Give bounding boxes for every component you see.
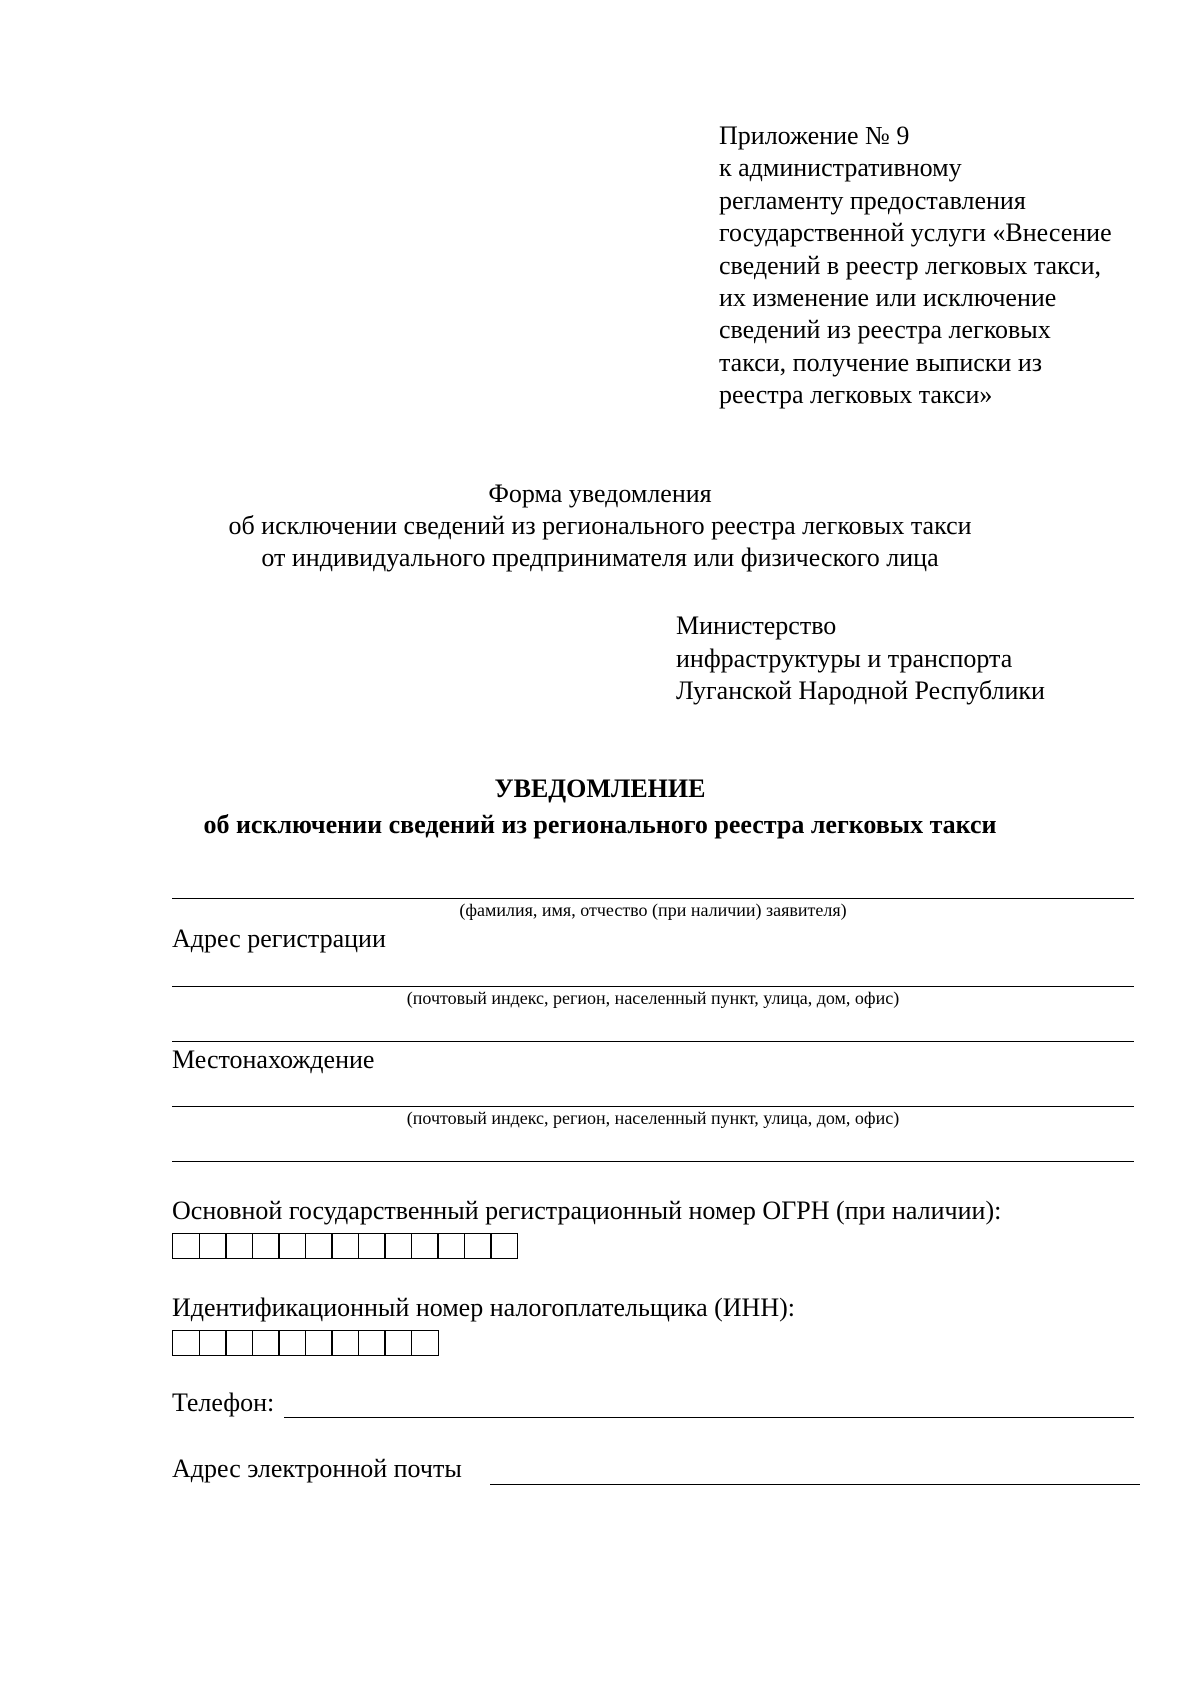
ogrn-digit-box[interactable] bbox=[358, 1233, 386, 1259]
applicant-name-line[interactable] bbox=[172, 898, 1134, 899]
annex-line: к административному bbox=[719, 153, 962, 183]
location-extra-line[interactable] bbox=[172, 1161, 1134, 1162]
ogrn-digit-box[interactable] bbox=[464, 1233, 492, 1259]
inn-digit-box[interactable] bbox=[278, 1330, 306, 1356]
notice-title: УВЕДОМЛЕНИЕ bbox=[494, 774, 706, 803]
ogrn-label: Основной государственный регистрационный номер ОГРН (при наличии): bbox=[172, 1196, 1002, 1225]
form-title-line: от индивидуального предпринимателя или физического лица bbox=[261, 543, 939, 572]
phone-label: Телефон: bbox=[172, 1388, 275, 1417]
ogrn-digit-box[interactable] bbox=[252, 1233, 280, 1259]
reg-address-caption: (почтовый индекс, регион, населенный пункт, улица, дом, офис) bbox=[406, 988, 900, 1008]
form-title-line: Форма уведомления bbox=[488, 479, 712, 508]
inn-digit-box[interactable] bbox=[172, 1330, 200, 1356]
ministry-line: инфраструктуры и транспорта bbox=[676, 643, 1013, 673]
inn-digit-box[interactable] bbox=[305, 1330, 333, 1356]
ogrn-digit-box[interactable] bbox=[305, 1233, 333, 1259]
annex-line: регламенту предоставления bbox=[719, 185, 1026, 215]
location-line[interactable] bbox=[172, 1106, 1134, 1107]
ogrn-digit-box[interactable] bbox=[331, 1233, 359, 1259]
addressee-ministry bbox=[676, 610, 1045, 708]
location-label: Местонахождение bbox=[172, 1045, 375, 1074]
form-title-line: об исключении сведений из регионального реестра легковых такси bbox=[228, 511, 972, 540]
location-caption: (почтовый индекс, регион, населенный пункт, улица, дом, офис) bbox=[406, 1108, 900, 1128]
ogrn-digit-box[interactable] bbox=[172, 1233, 200, 1259]
reg-address-extra-line[interactable] bbox=[172, 1041, 1134, 1042]
annex-reference bbox=[719, 120, 1112, 412]
reg-address-label: Адрес регистрации bbox=[172, 924, 386, 953]
inn-digit-box[interactable] bbox=[252, 1330, 280, 1356]
phone-line[interactable] bbox=[284, 1417, 1134, 1418]
inn-digit-boxes[interactable] bbox=[172, 1330, 437, 1356]
ogrn-digit-box[interactable] bbox=[437, 1233, 465, 1259]
reg-address-line[interactable] bbox=[172, 986, 1134, 987]
annex-line: их изменение или исключение bbox=[719, 283, 1057, 313]
inn-digit-box[interactable] bbox=[358, 1330, 386, 1356]
email-line[interactable] bbox=[490, 1484, 1140, 1485]
inn-digit-box[interactable] bbox=[384, 1330, 412, 1356]
annex-line: Приложение № 9 bbox=[719, 121, 910, 150]
form-title bbox=[0, 478, 1200, 574]
email-label: Адрес электронной почты bbox=[172, 1454, 462, 1483]
inn-digit-box[interactable] bbox=[331, 1330, 359, 1356]
annex-line: такси, получение выписки из bbox=[719, 347, 1043, 377]
inn-label: Идентификационный номер налогоплательщика (ИНН): bbox=[172, 1293, 795, 1322]
notice-heading bbox=[0, 771, 1200, 843]
notice-subtitle: об исключении сведений из регионального реестра легковых такси bbox=[203, 810, 997, 839]
ministry-line: Луганской Народной Республики bbox=[676, 676, 1045, 705]
ogrn-digit-box[interactable] bbox=[411, 1233, 439, 1259]
annex-line: государственной услуги «Внесение bbox=[719, 218, 1112, 248]
inn-digit-box[interactable] bbox=[225, 1330, 253, 1356]
annex-line: сведений из реестра легковых bbox=[719, 315, 1051, 345]
annex-line: сведений в реестр легковых такси, bbox=[719, 250, 1101, 280]
ogrn-digit-box[interactable] bbox=[278, 1233, 306, 1259]
ogrn-digit-boxes[interactable] bbox=[172, 1233, 517, 1259]
applicant-name-caption: (фамилия, имя, отчество (при наличии) заявителя) bbox=[459, 900, 847, 920]
ogrn-digit-box[interactable] bbox=[384, 1233, 412, 1259]
annex-line: реестра легковых такси» bbox=[719, 380, 993, 410]
ministry-line: Министерство bbox=[676, 611, 837, 640]
inn-digit-box[interactable] bbox=[199, 1330, 227, 1356]
inn-digit-box[interactable] bbox=[411, 1330, 439, 1356]
ogrn-digit-box[interactable] bbox=[225, 1233, 253, 1259]
ogrn-digit-box[interactable] bbox=[490, 1233, 518, 1259]
ogrn-digit-box[interactable] bbox=[199, 1233, 227, 1259]
